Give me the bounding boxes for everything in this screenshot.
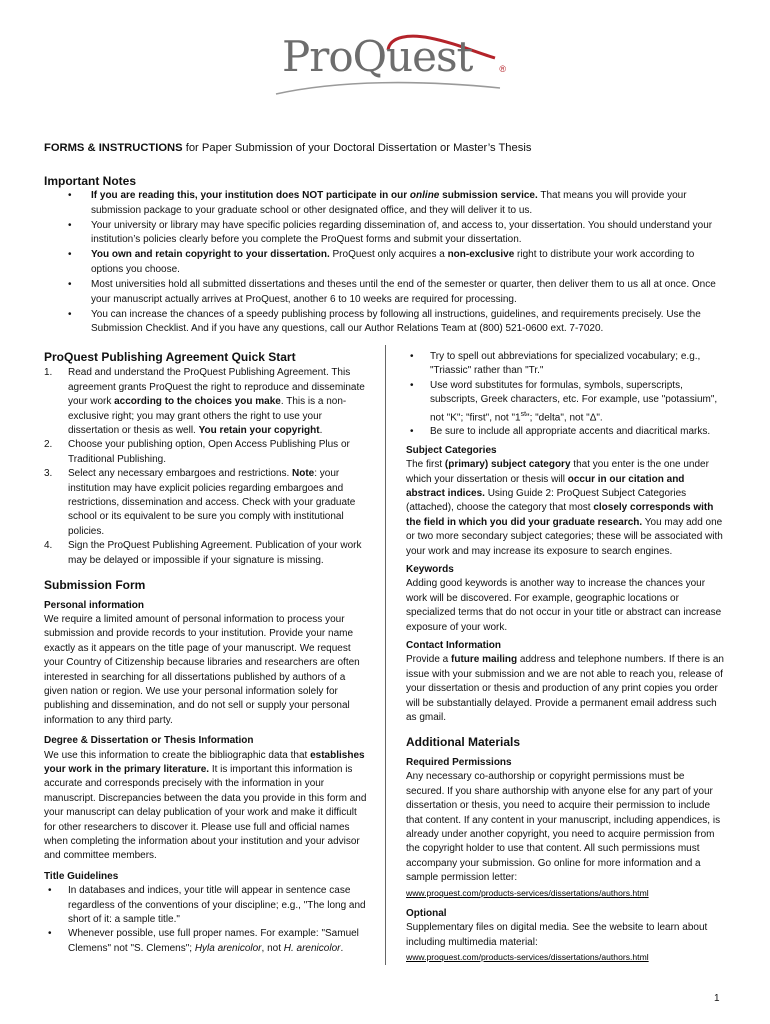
text-run: (primary) subject category bbox=[444, 459, 571, 471]
quick-start-heading: ProQuest Publishing Agreement Quick Start bbox=[44, 350, 296, 364]
important-notes-list bbox=[44, 189, 724, 337]
guideline-item bbox=[44, 927, 367, 956]
contact-info-text bbox=[406, 653, 724, 725]
title-bold: FORMS & INSTRUCTIONS bbox=[44, 142, 183, 154]
text-run: Use word substitutes for formulas, symbols, superscripts, subscripts, Greek characters, etc. For example, use "potassium", not "K"; "first", not "1 bbox=[430, 379, 718, 423]
text-run: You own and retain copyright to your dissertation. bbox=[91, 249, 330, 261]
text-run: . This is a non-exclusive right; you may grant others the right to use your dissertation or thesis as well. bbox=[68, 396, 347, 437]
title-guidelines-heading: Title Guidelines bbox=[44, 870, 119, 882]
important-note-item bbox=[44, 308, 724, 337]
text-run: The first bbox=[406, 459, 445, 471]
optional-text: Supplementary files on digital media. See the website to learn about including multimedia material: bbox=[406, 922, 708, 948]
text-run: In databases and indices, your title will appear in sentence case regardless of the conventions of your discipline; e.g., "The long and short of it: a sample title." bbox=[68, 885, 366, 926]
keywords-heading: Keywords bbox=[406, 564, 454, 576]
text-run: occur in our citation and abstract indices. bbox=[406, 473, 685, 499]
text-run: according to the choices you make bbox=[114, 396, 281, 408]
quick-start-list bbox=[44, 366, 367, 568]
bullet-icon: • bbox=[410, 426, 414, 438]
important-note-item bbox=[44, 219, 724, 248]
list-number: 3. bbox=[44, 468, 53, 480]
text-run: online bbox=[409, 190, 440, 201]
keywords-text: Adding good keywords is another way to increase the chances your work will be discovered. For example, geographic locations or specialized terms that do not occur in your title or abstract can increase exposure of your work. bbox=[406, 578, 722, 633]
text-run: establishes your work in the primary literature. bbox=[44, 749, 365, 775]
text-run: right to distribute your work according to options you choose. bbox=[91, 249, 695, 275]
text-run: Select any necessary embargoes and restrictions. bbox=[68, 468, 292, 480]
text-run: It is important this information is accurate and corresponds precisely with the information in your manuscript. Discrepancies between the data you provide in this form and your manuscript can delay publication of your work and make it difficult for other researchers to discover it. Please use full and official names when completing the information about your institution and your advisor and committee members. bbox=[44, 763, 367, 862]
guideline-item bbox=[406, 379, 724, 426]
personal-info-heading: Personal information bbox=[44, 599, 145, 611]
text-run: Whenever possible, use full proper names. For example: "Samuel Clemens" not "S. Clemens"; bbox=[68, 928, 359, 954]
required-permissions-text: Any necessary co-authorship or copyright permissions must be secured. If you share authorship with anyone else for any part of your dissertation or thesis, you need to acquire their permission to include that content. If any content in your manuscript, including appendices, is already under another copyright, you need to acquire permission from the copyright holder to use that content. All such permissions must accompany your submission. Go online for more information and a sample permission letter: bbox=[406, 771, 721, 884]
title-rest: for Paper Submission of your Doctoral Dissertation or Master’s Thesis bbox=[182, 142, 532, 154]
text-run: submission service. bbox=[439, 190, 538, 201]
logo-registered-mark: ® bbox=[499, 64, 506, 74]
important-note-item bbox=[44, 278, 724, 307]
optional-heading: Optional bbox=[406, 907, 447, 919]
important-notes-heading: Important Notes bbox=[44, 174, 137, 188]
required-permissions-link[interactable]: www.proquest.com/products-services/dissertations/authors.html bbox=[406, 887, 649, 898]
list-number: 2. bbox=[44, 439, 53, 451]
quick-start-item bbox=[44, 438, 367, 467]
bullet-icon: • bbox=[68, 219, 72, 231]
text-run: address and telephone numbers. If there is an issue with your submission and we are not able to reach you, release of your dissertation or thesis and production of any print copies you order will be substantially delayed. Provide a permanent email address such as gmail. bbox=[406, 654, 724, 724]
list-number: 1. bbox=[44, 367, 53, 379]
bullet-icon: • bbox=[48, 885, 52, 897]
document-title bbox=[44, 142, 531, 154]
left-column bbox=[44, 350, 367, 956]
guideline-item bbox=[44, 884, 367, 927]
text-run: You retain your copyright bbox=[198, 425, 320, 437]
text-run: . bbox=[319, 425, 323, 437]
submission-form-heading: Submission Form bbox=[44, 578, 146, 593]
text-run: that you enter is the one under which your dissertation or thesis will bbox=[406, 459, 709, 485]
quick-start-item bbox=[44, 467, 367, 539]
text-run: Note bbox=[292, 468, 315, 480]
right-column bbox=[406, 350, 724, 966]
additional-materials-heading: Additional Materials bbox=[406, 735, 521, 750]
text-run: H. arenicolor bbox=[283, 942, 341, 954]
text-run: Your university or library may have specific policies regarding dissemination of, and access to, your dissertation. You should understand your institution’s policies clearly before you complete the ProQuest forms and submit your dissertation. bbox=[91, 219, 713, 246]
text-run: Be sure to include all appropriate accents and diacritical marks. bbox=[430, 426, 711, 438]
text-run: Read and understand the ProQuest Publishing Agreement. This agreement grants ProQuest the right to reproduce and disseminate your work bbox=[68, 367, 365, 408]
text-run: Try to spell out abbreviations for specialized vocabulary; e.g., "Triassic" rather than "Tr." bbox=[430, 351, 701, 377]
text-run: st bbox=[520, 410, 527, 418]
subject-categories-text bbox=[406, 458, 724, 559]
list-number: 4. bbox=[44, 540, 53, 552]
text-run: : your institution may have explicit policies regarding embargoes and restrictions, dissemination and access. Check with your graduate school or its equivalent to be sure you comply with institutional policies. bbox=[68, 468, 356, 537]
contact-info-heading: Contact Information bbox=[406, 640, 501, 652]
text-run: closely corresponds with the field in which you did your graduate research. bbox=[406, 502, 714, 528]
text-run: ProQuest only acquires a bbox=[329, 249, 448, 261]
text-run: non-exclusive bbox=[447, 249, 515, 261]
required-permissions-heading: Required Permissions bbox=[406, 756, 512, 768]
text-run: You can increase the chances of a speedy publishing process by following all instructions, guidelines, and requirements precisely. Use the Submission Checklist. And if you have any questions, call our Author Relations Team at (800) 521-0600 ext. 7-7020. bbox=[91, 308, 701, 335]
text-run: If you are reading this, your institution does NOT participate in our bbox=[91, 190, 410, 201]
text-run: That means you will provide your submission package to your graduate school or other designated office, and they will deliver it to us. bbox=[91, 190, 687, 216]
bullet-icon: • bbox=[68, 308, 72, 320]
text-run: . bbox=[340, 942, 344, 954]
quick-start-item bbox=[44, 539, 367, 568]
logo-wordmark: ProQuest bbox=[282, 32, 473, 81]
title-guidelines-list bbox=[44, 884, 367, 956]
text-run: Most universities hold all submitted dissertations and theses until the end of the semester or quarter, then deliver them to us all at once. Once your manuscript actually arrives at ProQuest, another 6 to 10 weeks are required for processing. bbox=[91, 279, 716, 305]
bullet-icon: • bbox=[68, 279, 72, 291]
quick-start-item bbox=[44, 366, 367, 438]
proquest-logo bbox=[270, 30, 510, 100]
text-run: We use this information to create the bibliographic data that bbox=[44, 749, 311, 761]
degree-info-text bbox=[44, 749, 367, 864]
subject-categories-heading: Subject Categories bbox=[406, 444, 497, 456]
text-run: Choose your publishing option, Open Access Publishing Plus or Traditional Publishing. bbox=[68, 439, 350, 465]
text-run: future mailing bbox=[451, 654, 518, 666]
text-run: "; "delta", not "Δ". bbox=[526, 411, 603, 423]
text-run: You may add one or two more secondary subject categories; these will be associated with your work and may increase its exposure to search engines. bbox=[406, 516, 723, 557]
page-number: 1 bbox=[714, 993, 720, 1004]
degree-info-heading: Degree & Dissertation or Thesis Information bbox=[44, 735, 254, 747]
text-run: , not bbox=[261, 942, 284, 954]
text-run: Hyla arenicolor bbox=[194, 942, 262, 954]
bullet-icon: • bbox=[410, 379, 414, 391]
important-note-item bbox=[44, 189, 724, 218]
personal-info-text: We require a limited amount of personal information to process your submission and provide records to your institution. Provide your name exactly as it appears on the title page of your manuscript. We request your Country of Citizenship because libraries and researchers are often interested in searching for all dissertations published by authors of a given nation or region. We use your personal information solely for publishing and dissemination, and do not sell or supply your personal information to any third party. bbox=[44, 613, 360, 726]
column-divider bbox=[385, 345, 386, 965]
bullet-icon: • bbox=[68, 190, 72, 201]
bullet-icon: • bbox=[410, 351, 414, 362]
optional-link[interactable]: www.proquest.com/products-services/dissertations/authors.html bbox=[406, 952, 649, 963]
text-run: Using Guide 2: ProQuest Subject Categories (attached), choose the category that most bbox=[406, 487, 687, 514]
guideline-item bbox=[406, 350, 724, 379]
bullet-icon: • bbox=[48, 928, 52, 940]
title-guidelines-continued-list bbox=[406, 350, 724, 440]
text-run: Sign the ProQuest Publishing Agreement. Publication of your work may be delayed or impossible if your signature is missing. bbox=[68, 540, 362, 566]
guideline-item bbox=[406, 425, 724, 439]
text-run: Provide a bbox=[406, 654, 452, 666]
important-note-item bbox=[44, 248, 724, 277]
bullet-icon: • bbox=[68, 249, 72, 261]
